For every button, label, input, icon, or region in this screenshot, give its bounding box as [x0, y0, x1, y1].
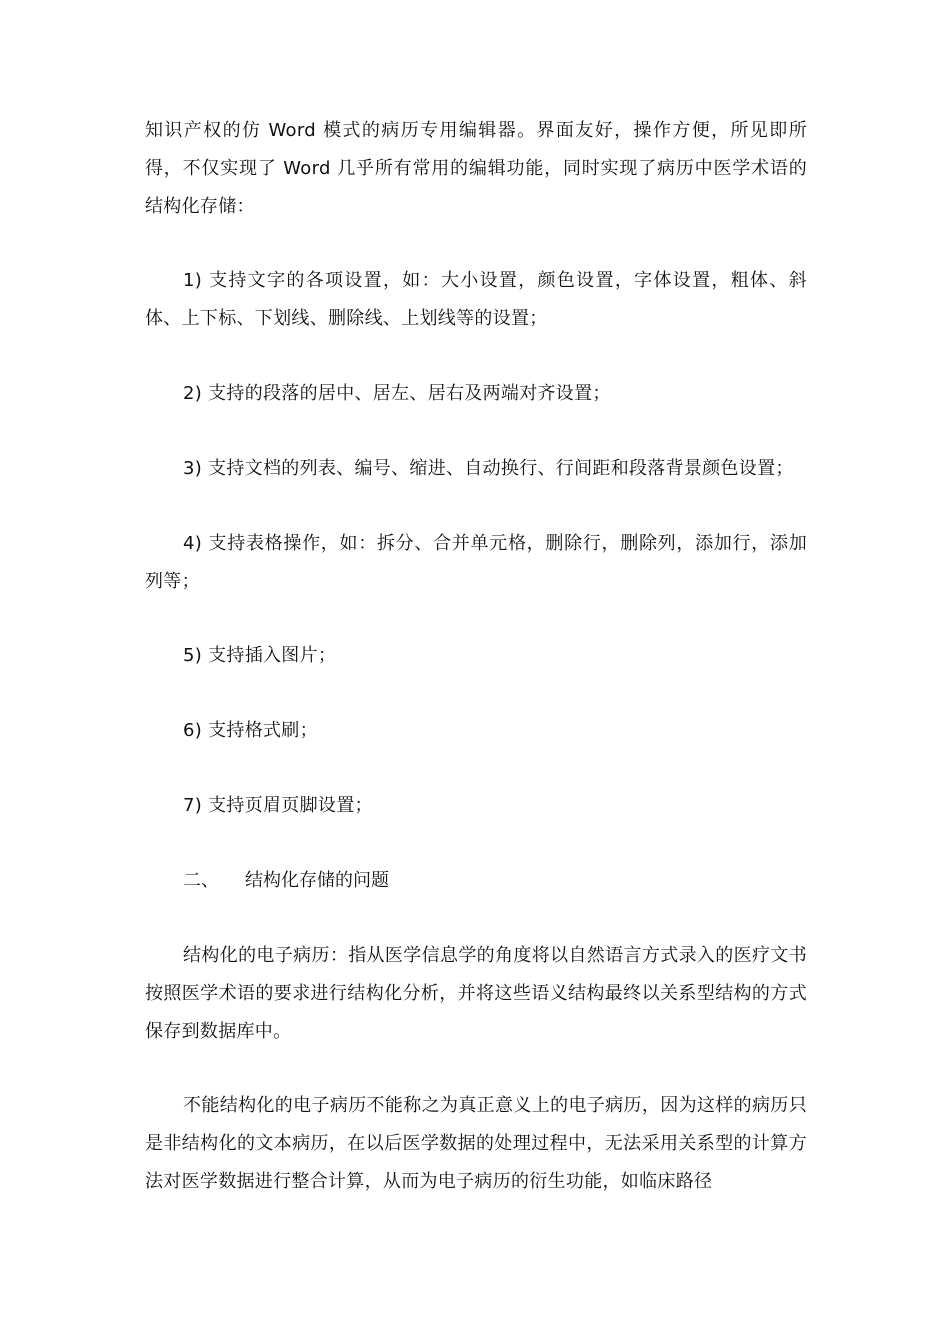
feature-item-7: 7) 支持页眉页脚设置；: [183, 795, 373, 816]
feature-item-2: 2) 支持的段落的居中、居左、居右及两端对齐设置；: [183, 383, 611, 404]
feature-item-4: 4) 支持表格操作，如：拆分、合并单元格，删除行，删除列，添加行，添加列等；: [145, 533, 807, 592]
feature-item-3: 3) 支持文档的列表、编号、缩进、自动换行、行间距和段落背景颜色设置；: [183, 458, 794, 479]
feature-item-1: 1) 支持文字的各项设置，如：大小设置，颜色设置，字体设置，粗体、斜体、上下标、下划线、删除线、上划线等的设置；: [145, 270, 807, 329]
section-heading: [183, 862, 389, 900]
body-paragraph-2: 不能结构化的电子病历不能称之为真正意义上的电子病历，因为这样的病历只是非结构化的文本病历，在以后医学数据的处理过程中，无法采用关系型的计算方法对医学数据进行整合计算，从而为电子病历的衍生功能，如临床路径: [145, 1095, 807, 1192]
section-title: 结构化存储的问题: [245, 870, 389, 891]
section-number: 二、: [183, 870, 219, 891]
feature-item-6: 6) 支持格式刷；: [183, 720, 318, 741]
body-paragraph-1: 结构化的电子病历：指从医学信息学的角度将以自然语言方式录入的医疗文书按照医学术语的要求进行结构化分析，并将这些语义结构最终以关系型结构的方式保存到数据库中。: [145, 945, 807, 1042]
feature-item-5: 5) 支持插入图片；: [183, 645, 337, 666]
intro-paragraph: 知识产权的仿 Word 模式的病历专用编辑器。界面友好，操作方便，所见即所得，不仅实现了 Word 几乎所有常用的编辑功能，同时实现了病历中医学术语的结构化存储：: [145, 120, 807, 217]
